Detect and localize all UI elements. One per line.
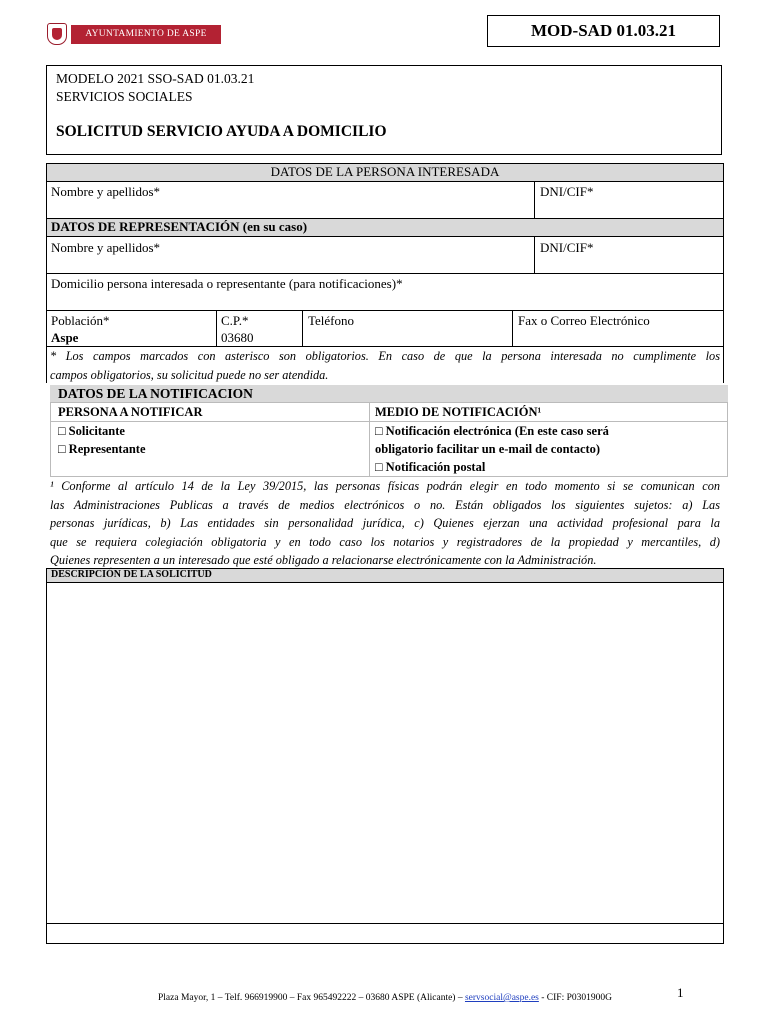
form-code: MOD-SAD 01.03.21 <box>487 15 720 47</box>
representation-name-field[interactable] <box>48 256 530 272</box>
divider <box>369 403 370 477</box>
interested-dni-label: DNI/CIF* <box>540 184 594 199</box>
address-field[interactable] <box>48 292 721 308</box>
municipality-logo <box>47 22 221 46</box>
department: SERVICIOS SOCIALES <box>56 89 193 104</box>
town-label: Población* <box>51 313 110 328</box>
divider <box>46 310 724 311</box>
footnote-line: personas jurídicas, b) Las entidades sin personalidad jurídica, c) Quienes ejerzan una actividad profesional para la <box>50 516 720 530</box>
representation-name-label: Nombre y apellidos* <box>51 240 161 255</box>
divider <box>534 182 535 219</box>
phone-field[interactable] <box>304 329 510 345</box>
divider <box>534 237 535 274</box>
description-section-title: DESCRIPCIÓN DE LA SOLICITUD <box>51 569 212 580</box>
footer <box>0 993 770 1003</box>
note-line: * Los campos marcados con asterisco son obligatorios. En caso de que la persona interesada no cumplimente los <box>50 349 720 363</box>
town-value[interactable]: Aspe <box>51 330 79 345</box>
divider <box>302 310 303 347</box>
footer-cif: - CIF: P0301900G <box>538 993 612 1003</box>
model-line: MODELO 2021 SSO-SAD 01.03.21 <box>56 71 255 86</box>
notification-section-title: DATOS DE LA NOTIFICACION <box>58 386 253 401</box>
option-postal-notification[interactable]: □ Notificación postal <box>375 460 486 474</box>
divider <box>46 273 724 274</box>
interested-section-title: DATOS DE LA PERSONA INTERESADA <box>270 164 500 179</box>
divider <box>512 310 513 347</box>
required-fields-note <box>50 347 720 384</box>
logo-text: AYUNTAMIENTO DE ASPE <box>71 25 221 44</box>
page-number: 1 <box>677 985 684 1000</box>
notification-medium-header: MEDIO DE NOTIFICACIÓN¹ <box>375 405 542 419</box>
coat-of-arms-icon <box>47 23 67 45</box>
page-title: SOLICITUD SERVICIO AYUDA A DOMICILIO <box>56 123 387 140</box>
footnote-line: ¹ Conforme al artículo 14 de la Ley 39/2015, las personas físicas podrán elegir en todo momento si se comunican con <box>50 479 720 493</box>
phone-label: Teléfono <box>308 313 355 328</box>
address-label: Domicilio persona interesada o representante (para notificaciones)* <box>51 276 403 291</box>
zip-label: C.P.* <box>221 313 249 328</box>
option-applicant[interactable]: □ Solicitante <box>58 424 125 438</box>
person-to-notify-header: PERSONA A NOTIFICAR <box>58 405 203 419</box>
divider <box>50 421 728 422</box>
note-line: campos obligatorios, su solicitud puede no ser atendida. <box>50 367 329 382</box>
electronic-notification-note: obligatorio facilitar un e-mail de contacto) <box>375 442 601 456</box>
fax-email-label: Fax o Correo Electrónico <box>518 313 650 328</box>
description-textarea[interactable] <box>48 585 722 923</box>
representation-dni-label: DNI/CIF* <box>540 240 594 255</box>
interested-name-label: Nombre y apellidos* <box>51 184 161 199</box>
footnote-line: Quienes representen a un interesado que esté obligado a relacionarse electrónicamente con la Administración. <box>50 553 597 567</box>
footer-email-link[interactable]: servsocial@aspe.es <box>464 993 539 1003</box>
divider <box>46 923 724 924</box>
option-electronic-notification[interactable]: □ Notificación electrónica (En este caso será <box>375 424 609 438</box>
header-box <box>46 65 722 155</box>
representation-dni-field[interactable] <box>536 256 721 272</box>
option-representative[interactable]: □ Representante <box>58 442 146 456</box>
fax-email-field[interactable] <box>514 329 721 345</box>
footnote-line: las Administraciones Publicas a través de medios electrónicos o no. Están obligados los siguientes sujetos: a) Las <box>50 497 720 512</box>
footer-address: Plaza Mayor, 1 – Telf. 966919900 – Fax 965492222 – 03680 ASPE (Alicante) – <box>158 993 465 1003</box>
zip-value[interactable]: 03680 <box>221 330 254 345</box>
representation-section-title: DATOS DE REPRESENTACIÓN (en su caso) <box>51 219 308 234</box>
footnote-line: que se requiera colegiación obligatoria y en todo caso los notarios y registradores de la propiedad y mercantiles, d) <box>50 534 720 549</box>
footnote <box>50 477 720 570</box>
interested-dni-field[interactable] <box>536 200 721 217</box>
interested-name-field[interactable] <box>48 200 530 217</box>
divider <box>216 310 217 347</box>
